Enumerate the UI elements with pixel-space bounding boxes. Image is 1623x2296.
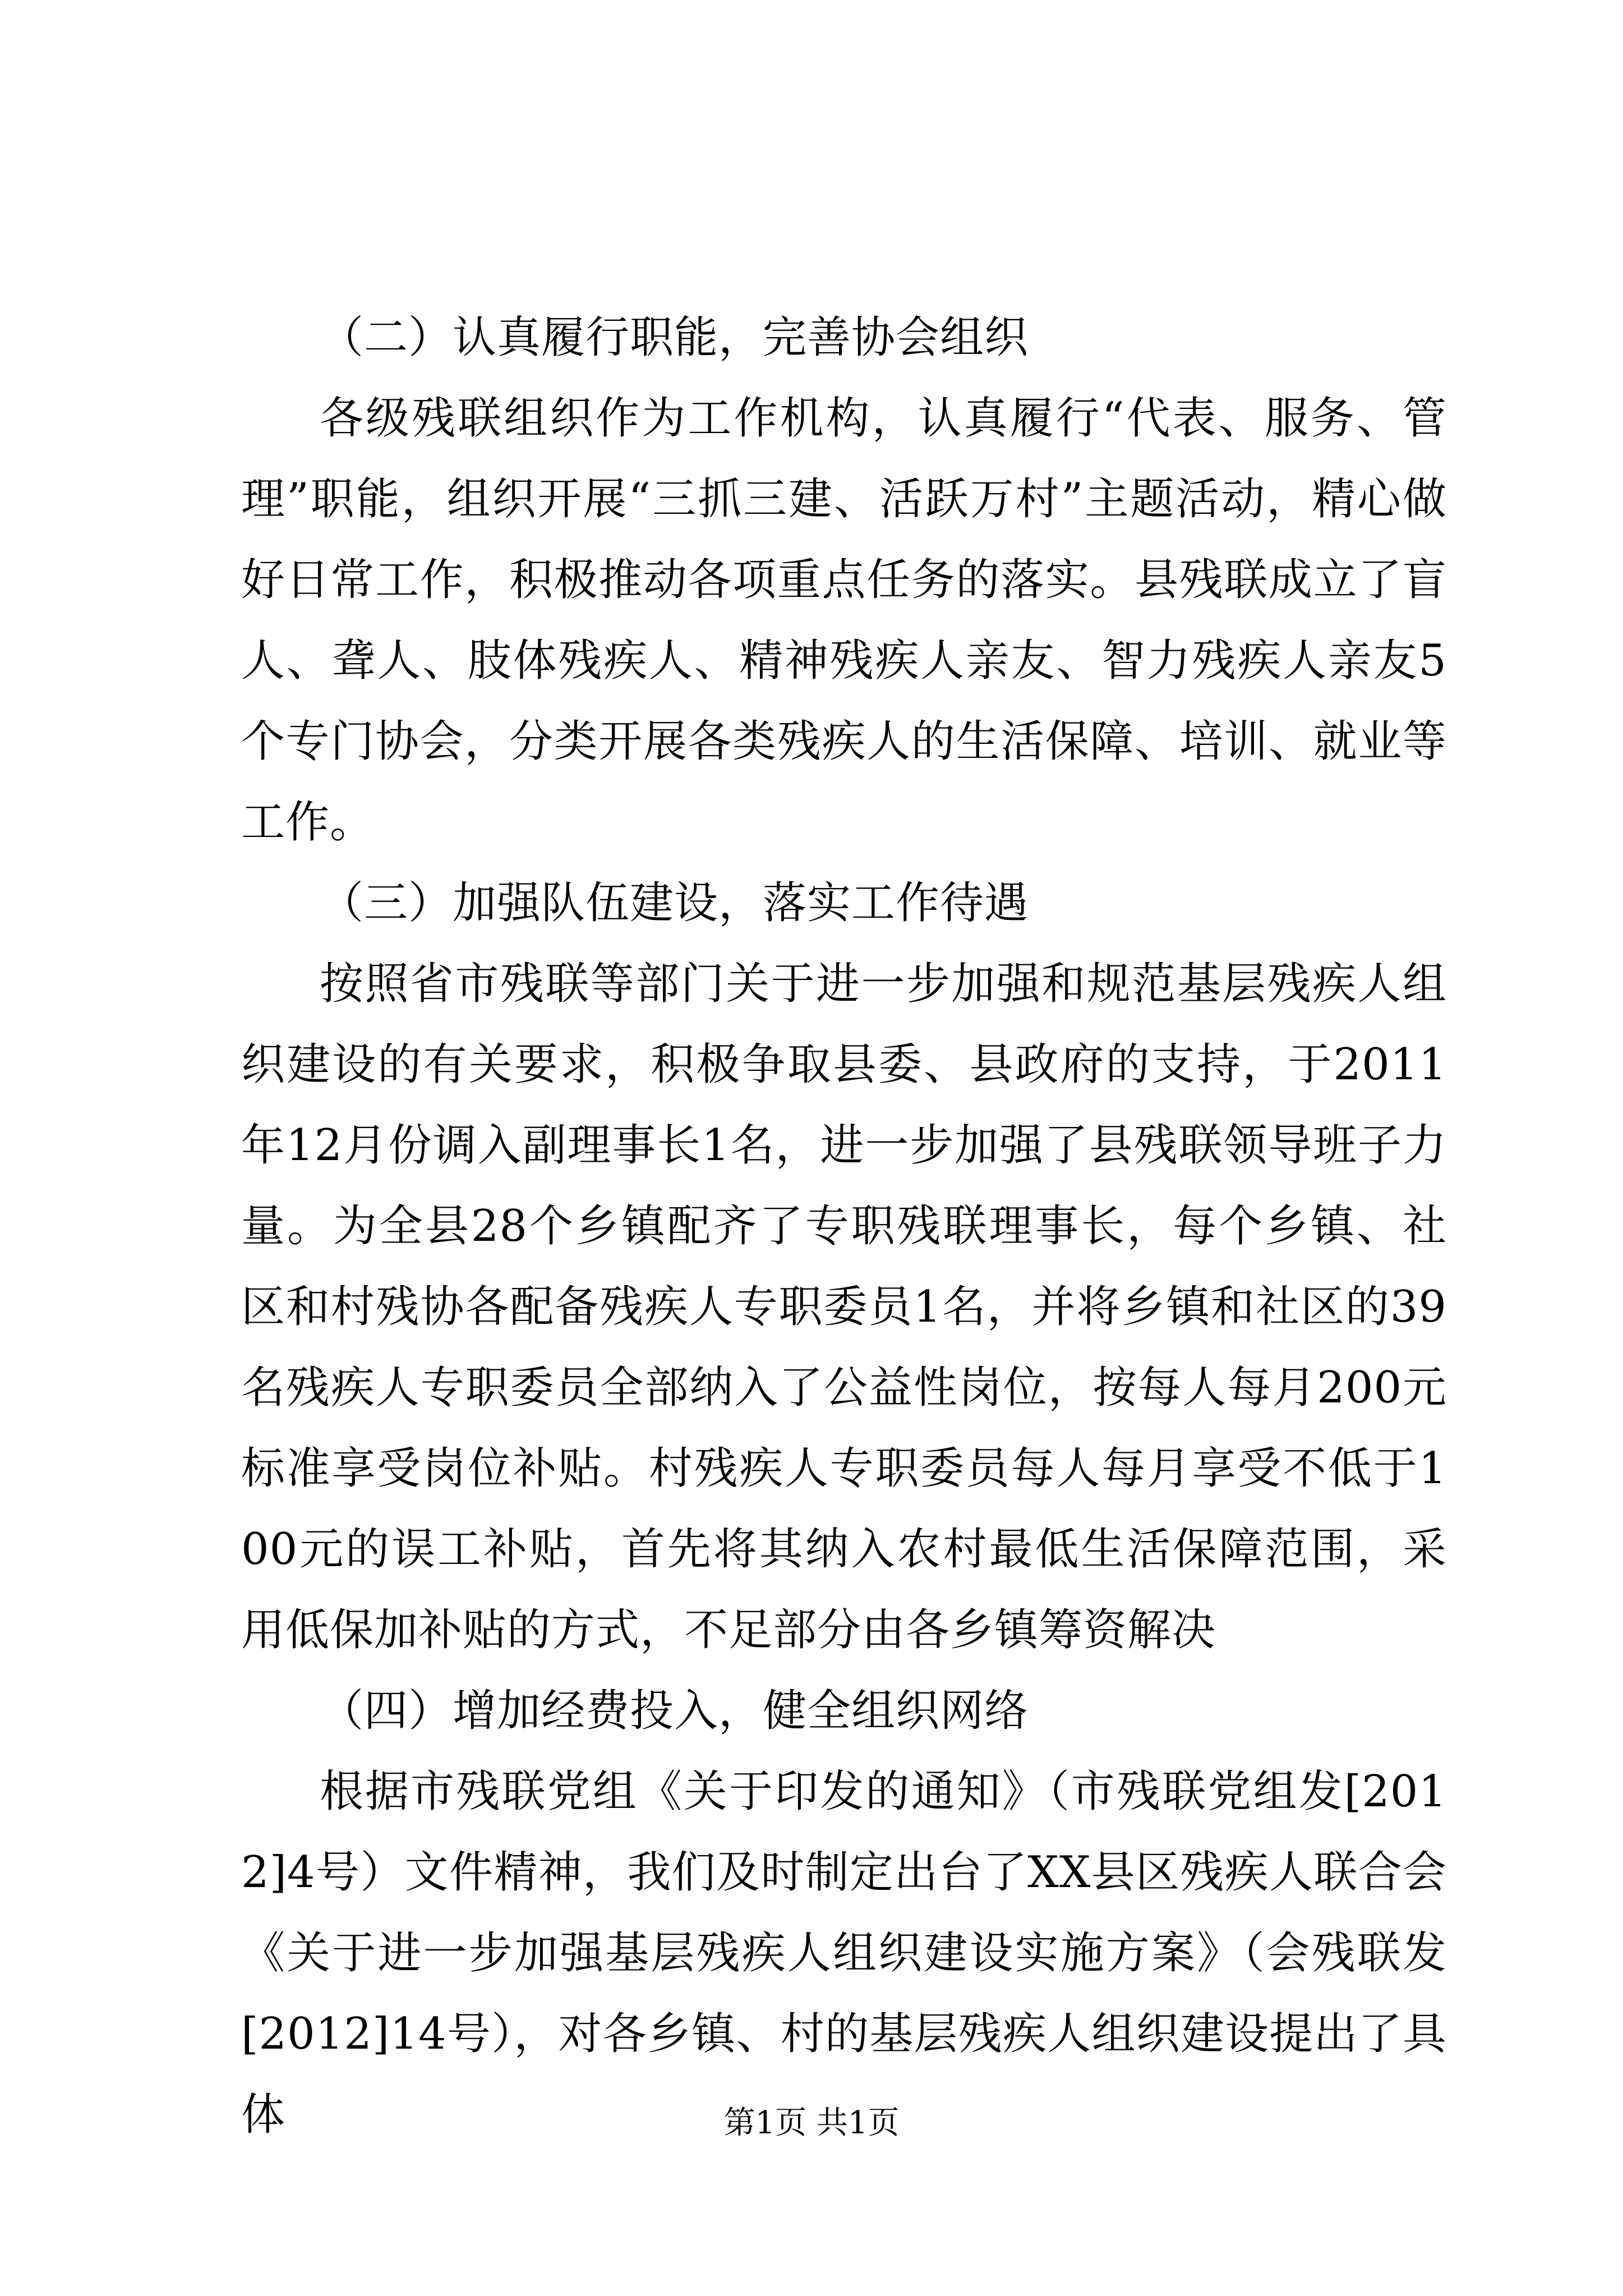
section-heading-2: （二）认真履行职能，完善协会组织 (320, 312, 1029, 363)
section-paragraph-2: 各级残联组织作为工作机构，认真履行“代表、服务、管理”职能，组织开展“三抓三建、活跃万村”主题活动，精心做好日常工作，积极推动各项重点任务的落实。县残联成立了盲人、聋人、肢体残疾人、精神残疾人亲友、智力残疾人亲友5个专门协会，分类开展各类残疾人的生活保障、培训、就业等工作。 (241, 393, 1447, 848)
section-paragraph-3: 按照省市残联等部门关于进一步加强和规范基层残疾人组织建设的有关要求，积极争取县委、县政府的支持，于2011年12月份调入副理事长1名，进一步加强了县残联领导班子力量。为全县28个乡镇配齐了专职残联理事长，每个乡镇、社区和村残协各配备残疾人专职委员1名，并将乡镇和社区的39名残疾人专职委员全部纳入了公益性岗位，按每人每月200元标准享受岗位补贴。村残疾人专职委员每人每月享受不低于100元的误工补贴，首先将其纳入农村最低生活保障范围，采用低保加补贴的方式，不足部分由各乡镇筹资解决 (241, 959, 1447, 1655)
page-footer: 第1页 共1页 (723, 2105, 900, 2141)
section-heading-4: （四）增加经费投入，健全组织网络 (320, 1686, 1029, 1736)
document-body (241, 297, 1447, 2155)
section-heading-3: （三）加强队伍建设，落实工作待遇 (320, 878, 1029, 928)
section-paragraph-4: 根据市残联党组《关于印发的通知》（市残联党组发[2012]4号）文件精神，我们及时制定出台了XX县区残疾人联合会《关于进一步加强基层残疾人组织建设实施方案》（会残联发[2012]14号），对各乡镇、村的基层残疾人组织建设提出了具体 (241, 1766, 1447, 2140)
